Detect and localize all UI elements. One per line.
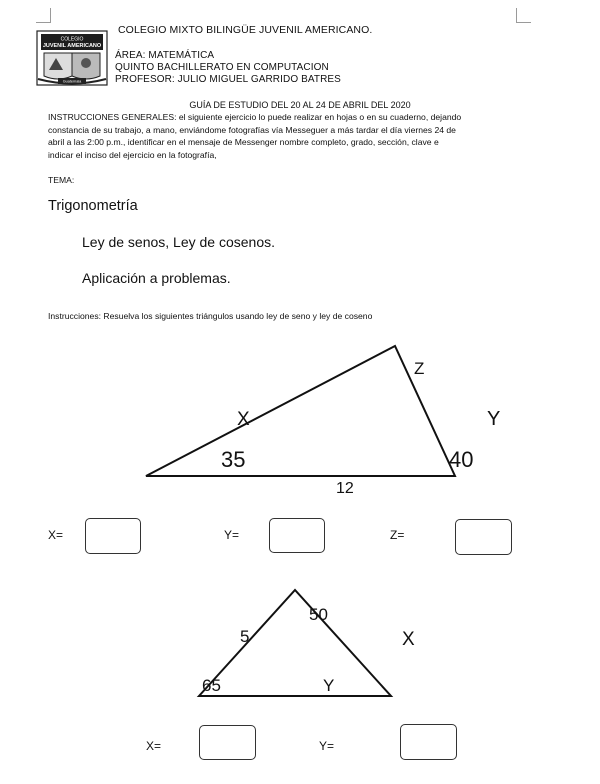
answer-y-box[interactable] [269,518,325,553]
triangle-2-side-5: 5 [240,627,250,646]
answer-z-box[interactable] [455,519,512,555]
subject-area: ÁREA: MATEMÁTICA [115,50,215,61]
answer-y-label: Y= [224,528,240,542]
triangle-1-label-y: Y [487,408,501,430]
answer-x-box[interactable] [85,518,141,554]
answer-z-label: Z= [390,528,405,542]
instructions-line: indicar el inciso del ejercicio en la fotografía, [48,149,217,160]
answer-2-y-box[interactable] [400,724,457,760]
instructions-line: INSTRUCCIONES GENERALES: el siguiente ejercicio lo puede realizar en hojas o en su cuaderno, dejando [48,112,462,122]
triangle-1-label-x: X [237,409,250,430]
triangle-1-label-z: Z [414,359,425,378]
school-name: COLEGIO MIXTO BILINGÜE JUVENIL AMERICANO. [118,24,373,36]
triangle-1 [146,346,455,476]
answer-2-y-label: Y= [319,739,335,753]
answer-2-x-label: X= [146,739,162,753]
subtopic-laws: Ley de senos, Ley de cosenos. [82,234,276,250]
triangle-2 [199,590,391,696]
instructions-line: constancia de su trabajo, a mano, enviándome fotografías vía Messeguer a más tardar el día viernes 24 de [48,124,456,135]
triangle-2-label-y: Y [323,676,335,695]
triangle-1-base-12: 12 [336,480,354,497]
logo-text-3: Guatemala [62,79,82,84]
grade-level: QUINTO BACHILLERATO EN COMPUTACION [115,62,329,73]
triangle-1-angle-35: 35 [221,447,246,472]
logo-text-2: JUVENIL AMERICANO [42,43,102,49]
topic-title: Trigonometría [48,198,138,214]
logo-text-1: COLEGIO [60,36,84,43]
answer-2-x-box[interactable] [199,725,256,760]
guide-title: GUÍA DE ESTUDIO DEL 20 AL 24 DE ABRIL DEL 2020 [189,100,411,110]
answer-x-label: X= [48,528,64,542]
task-instructions: Instrucciones: Resuelva los siguientes triángulos usando ley de seno y ley de coseno [48,311,373,321]
triangle-2-angle-50: 50 [309,605,328,624]
tema-label: TEMA: [48,175,75,185]
teacher-name: PROFESOR: JULIO MIGUEL GARRIDO BATRES [115,74,341,85]
triangle-2-label-x: X [402,629,415,650]
subtopic-applications: Aplicación a problemas. [82,270,231,286]
instructions-line: abril a las 2:00 p.m., identificar en el mensaje de Messenger nombre completo, grado, sección, clave e [48,137,439,147]
triangle-2-angle-65: 65 [202,676,221,695]
triangle-1-angle-40: 40 [449,447,474,472]
